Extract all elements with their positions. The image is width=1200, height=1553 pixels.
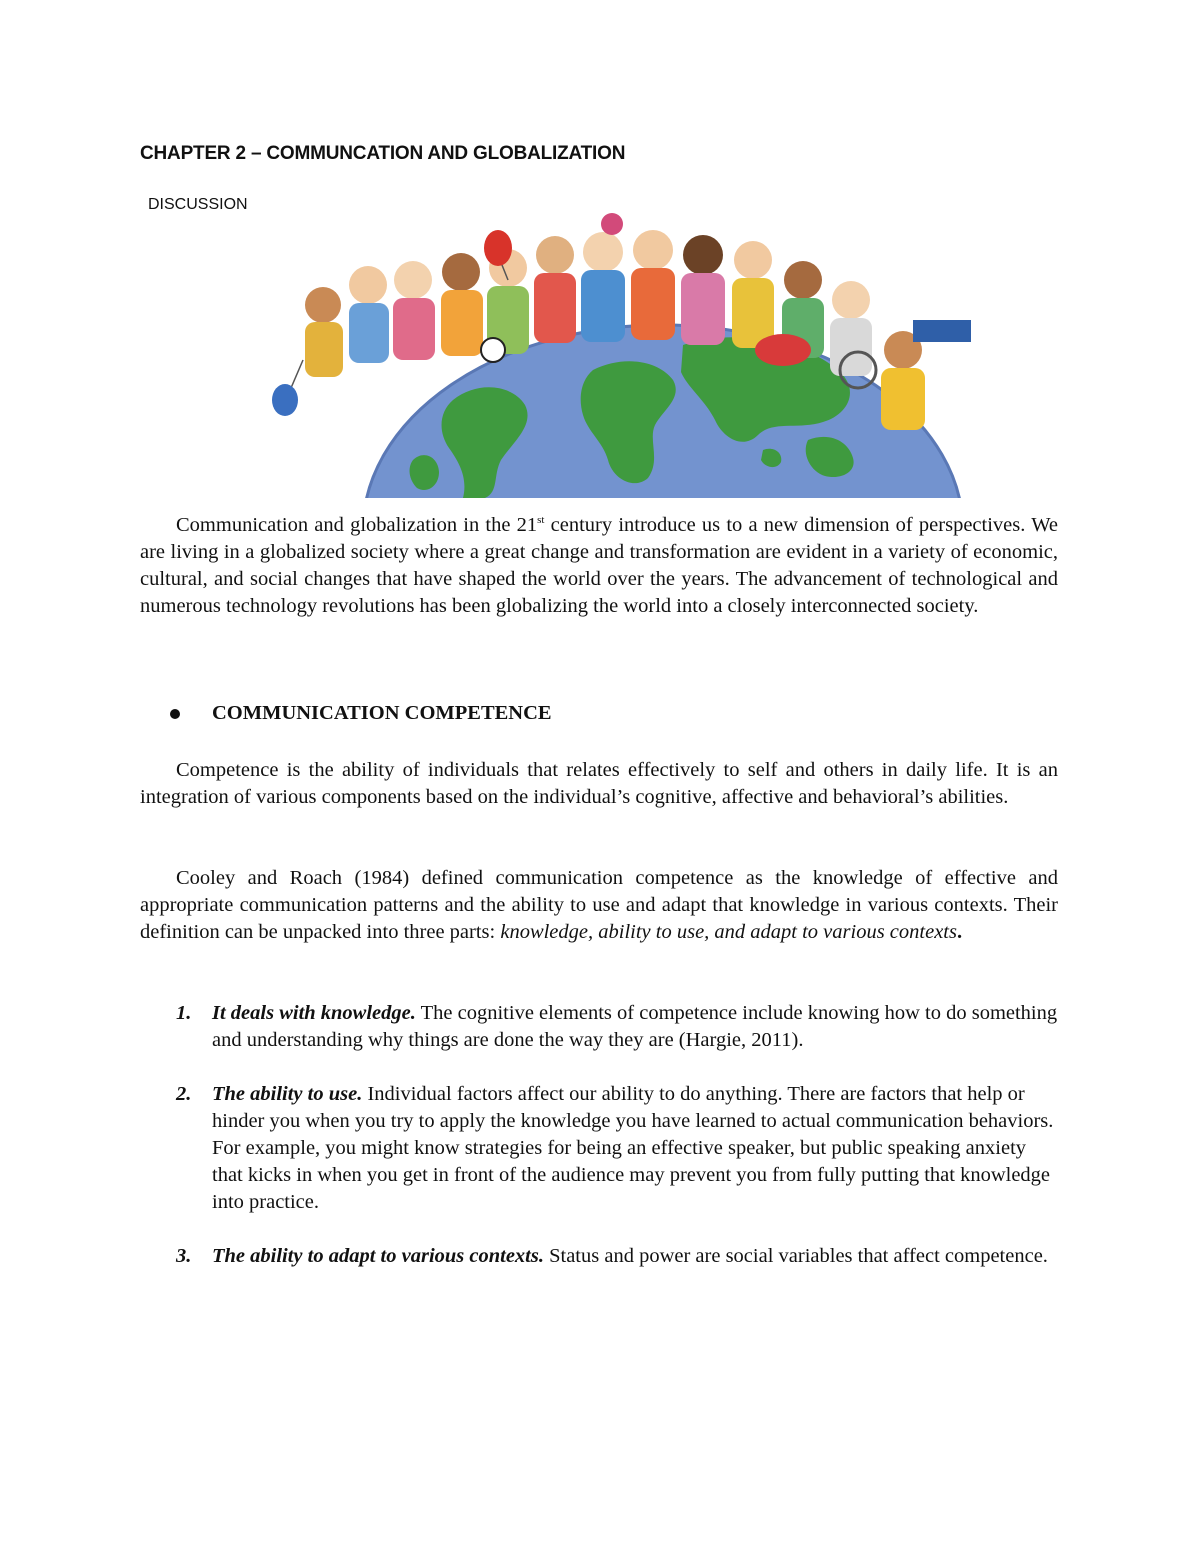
- section-label: DISCUSSION: [148, 196, 248, 213]
- list-lead: It deals with knowledge.: [212, 1002, 416, 1024]
- intro-text-start: Communication and globalization in the 21: [176, 514, 538, 536]
- intro-paragraph: [140, 512, 1058, 620]
- definition-end: .: [956, 921, 963, 943]
- list-lead: The ability to use.: [212, 1083, 363, 1105]
- numbered-list: [140, 1000, 1058, 1297]
- list-lead: The ability to adapt to various contexts.: [212, 1245, 544, 1267]
- list-number: 3.: [176, 1245, 192, 1267]
- bullet-icon: [170, 709, 180, 719]
- chapter-title: CHAPTER 2 – COMMUNCATION AND GLOBALIZATION: [140, 143, 626, 164]
- intro-text-end: century introduce us to a new dimension of perspectives. We are living in a globalized society where a great change and transformation are evident in a variety of economic, cultural, and social changes that have shaped the world over the years. The advancement of technological and numerous technology revolutions has been globalizing the world into a closely interconnected society.: [140, 514, 1058, 617]
- competence-paragraph: Competence is the ability of individuals that relates effectively to self and others in daily life. It is an integration of various components based on the individual’s cognitive, affective and behavioral’s abilities.: [140, 759, 1058, 808]
- list-item: [140, 1243, 1058, 1270]
- list-item: [140, 1081, 1058, 1216]
- definition-key-terms: knowledge, ability to use, and adapt to various contexts: [500, 921, 957, 943]
- list-text: The cognitive elements of competence include knowing how to do something and understanding why things are done the way they are (Hargie, 2011).: [212, 1002, 1058, 1051]
- list-text: Status and power are social variables that affect competence.: [543, 1245, 1048, 1267]
- list-item: [140, 1000, 1058, 1054]
- ordinal-suffix: st: [537, 514, 545, 527]
- heading-text: COMMUNICATION COMPETENCE: [212, 702, 552, 724]
- children-around-globe-illustration: [263, 210, 971, 498]
- definition-text: Cooley and Roach (1984) defined communication competence as the knowledge of effective and appropriate communication patterns and the ability to use and adapt that knowledge in various contexts. Their definition can be unpacked into three parts:: [140, 867, 1058, 943]
- list-text: Individual factors affect our ability to do anything. There are factors that help or hinder you when you try to apply the knowledge you have learned to actual communication behaviors. For example, you might know strategies for being an effective speaker, but public speaking anxiety that kicks in when you get in front of the audience may prevent you from fully putting that knowledge into practice.: [212, 1083, 1054, 1213]
- definition-paragraph: [140, 865, 1058, 946]
- list-number: 2.: [176, 1083, 192, 1105]
- list-number: 1.: [176, 1002, 192, 1024]
